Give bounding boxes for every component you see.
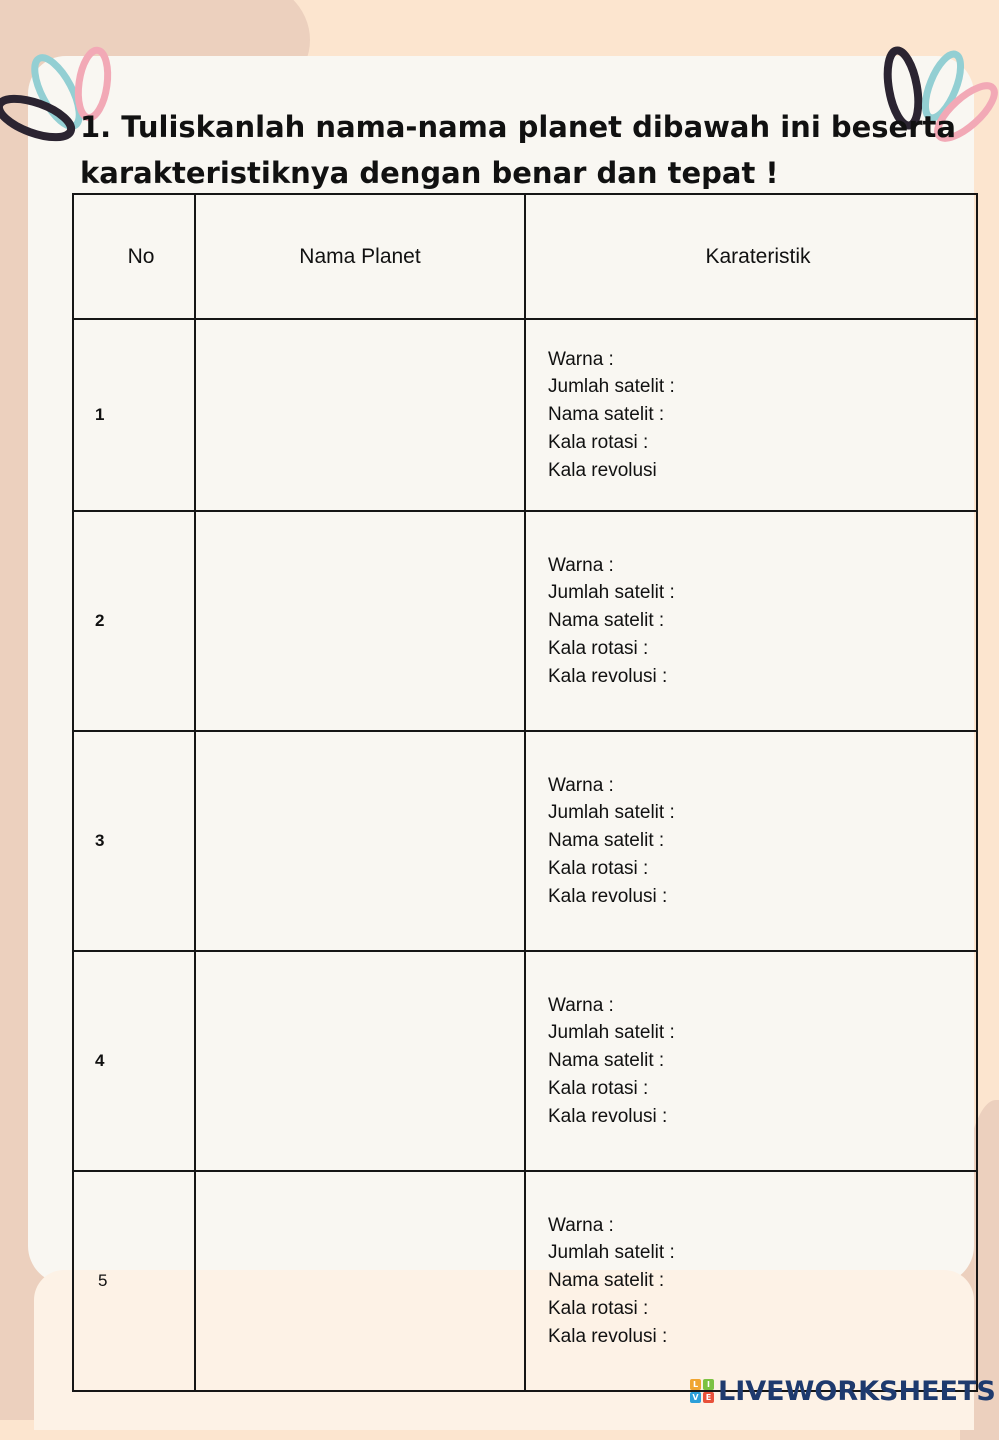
header-characteristics: Karateristik — [525, 194, 977, 319]
characteristics-cell — [525, 951, 977, 1171]
answer-field[interactable] — [196, 732, 524, 950]
row-number: 3 — [73, 731, 195, 951]
title-line-2: karakteristiknya dengan benar dan tepat ! — [80, 156, 779, 190]
answer-field[interactable] — [196, 512, 524, 730]
table-row — [73, 731, 977, 951]
characteristic-line: Nama satelit : — [548, 830, 665, 852]
characteristic-line: Kala revolusi : — [548, 1105, 668, 1127]
characteristic-line: Jumlah satelit : — [548, 582, 675, 604]
characteristic-line: Kala revolusi : — [548, 885, 668, 907]
characteristic-line: Nama satelit : — [548, 1050, 665, 1072]
planet-name-answer-cell[interactable] — [195, 1171, 525, 1391]
characteristic-line: Kala rotasi : — [548, 637, 649, 659]
table-row — [73, 319, 977, 511]
characteristic-line: Warna : — [548, 774, 614, 796]
logo-mark-tile: I — [703, 1379, 714, 1390]
characteristic-line: Kala revolusi : — [548, 1325, 668, 1347]
logo-text: LIVEWORKSHEETS — [718, 1375, 996, 1407]
table-row — [73, 1171, 977, 1391]
planet-name-answer-cell[interactable] — [195, 319, 525, 511]
header-planet-name: Nama Planet — [195, 194, 525, 319]
characteristics-cell — [525, 319, 977, 511]
row-number: 4 — [73, 951, 195, 1171]
row-number: 5 — [73, 1171, 195, 1391]
characteristic-line: Kala rotasi : — [548, 1297, 649, 1319]
characteristics-cell — [525, 731, 977, 951]
characteristic-line: Nama satelit : — [548, 610, 665, 632]
characteristic-line: Warna : — [548, 1214, 614, 1236]
logo-mark-tile: L — [690, 1379, 701, 1390]
characteristic-line: Jumlah satelit : — [548, 1022, 675, 1044]
liveworksheets-logo[interactable] — [690, 1374, 996, 1408]
title-line-1: 1. Tuliskanlah nama-nama planet dibawah ini beserta — [80, 110, 956, 144]
planet-name-answer-cell[interactable] — [195, 951, 525, 1171]
logo-mark-tile: E — [703, 1392, 714, 1403]
planet-name-answer-cell[interactable] — [195, 511, 525, 731]
answer-field[interactable] — [196, 1172, 524, 1390]
answer-field[interactable] — [196, 320, 524, 510]
characteristic-line: Kala revolusi : — [548, 665, 668, 687]
characteristic-line: Warna : — [548, 554, 614, 576]
characteristic-line: Kala revolusi — [548, 459, 657, 481]
row-number: 2 — [73, 511, 195, 731]
row-number: 1 — [73, 319, 195, 511]
table-row — [73, 511, 977, 731]
table-header-row — [73, 194, 977, 319]
answer-field[interactable] — [196, 952, 524, 1170]
planet-name-answer-cell[interactable] — [195, 731, 525, 951]
characteristic-line: Nama satelit : — [548, 404, 665, 426]
characteristic-line: Warna : — [548, 348, 614, 370]
planet-table — [72, 193, 978, 1392]
characteristic-line: Warna : — [548, 994, 614, 1016]
characteristics-cell — [525, 1171, 977, 1391]
characteristics-cell — [525, 511, 977, 731]
characteristic-line: Jumlah satelit : — [548, 802, 675, 824]
characteristic-line: Jumlah satelit : — [548, 376, 675, 398]
worksheet-title — [80, 104, 960, 196]
characteristic-line: Kala rotasi : — [548, 857, 649, 879]
characteristic-line: Kala rotasi : — [548, 431, 649, 453]
logo-mark-tile: V — [690, 1392, 701, 1403]
table-row — [73, 951, 977, 1171]
characteristic-line: Nama satelit : — [548, 1270, 665, 1292]
header-no: No — [73, 194, 195, 319]
liveworksheets-logo-icon — [690, 1379, 714, 1403]
characteristic-line: Kala rotasi : — [548, 1077, 649, 1099]
characteristic-line: Jumlah satelit : — [548, 1242, 675, 1264]
